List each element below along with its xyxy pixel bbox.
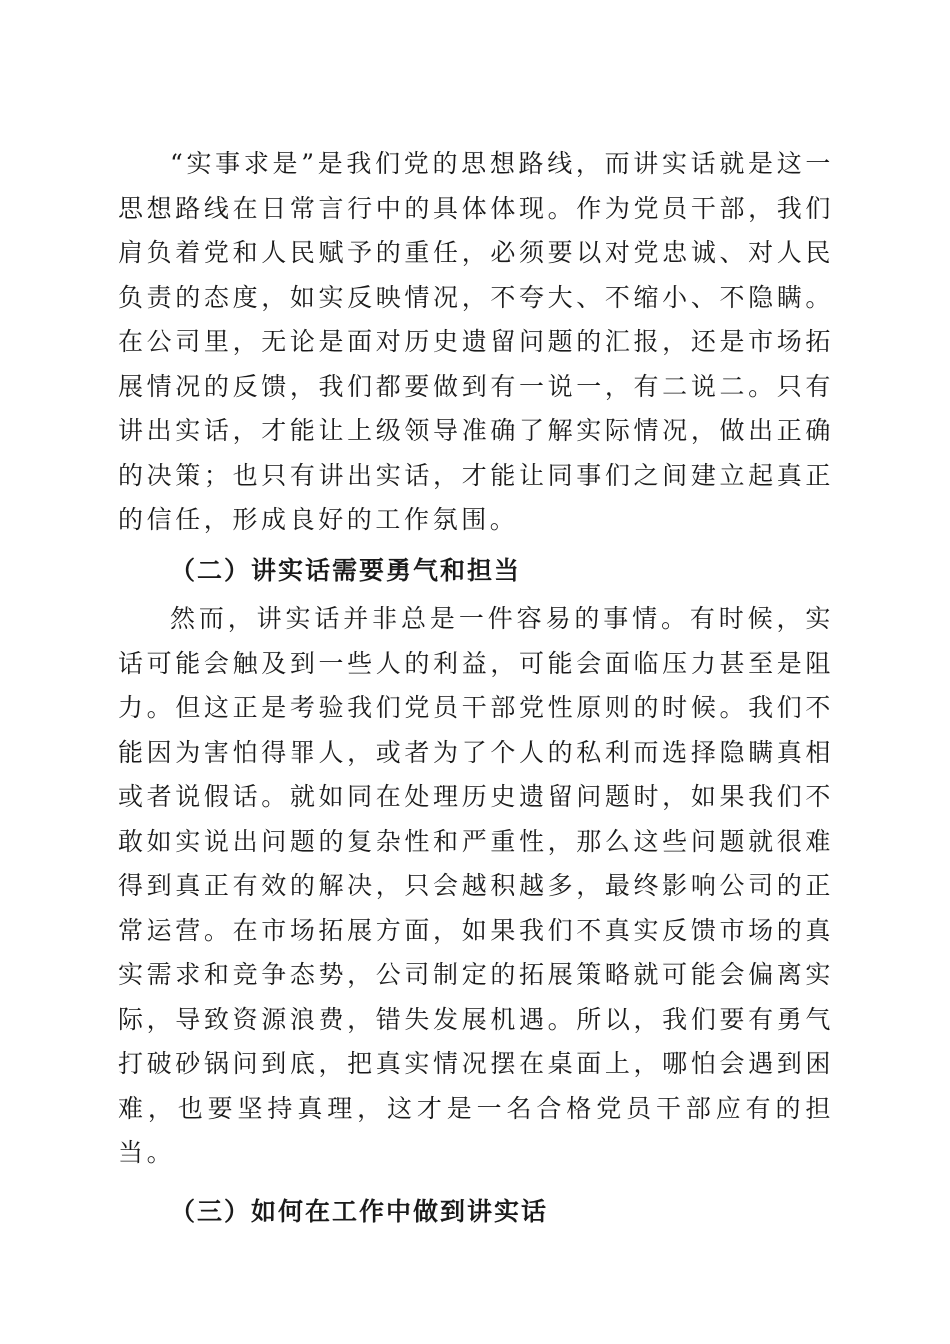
body-paragraph-2: 然而，讲实话并非总是一件容易的事情。有时候，实话可能会触及到一些人的利益，可能会面临压力甚至是阻力。但这正是考验我们党员干部党性原则的时候。我们不能因为害怕得罪人，或者为了个人的私利而选择隐瞒真相或者说假话。就如同在处理历史遗留问题时，如果我们不敢如实说出问题的复杂性和严重性，那么这些问题就很难得到真正有效的解决，只会越积越多，最终影响公司的正常运营。在市场拓展方面，如果我们不真实反馈市场的真实需求和竞争态势，公司制定的拓展策略就可能会偏离实际，导致资源浪费，错失发展机遇。所以，我们要有勇气打破砂锅问到底，把真实情况摆在桌面上，哪怕会遇到困难，也要坚持真理，这才是一名合格党员干部应有的担当。 (118, 604, 834, 1167)
section-heading-2: （二）讲实话需要勇气和担当 (170, 555, 522, 585)
document-body (118, 142, 834, 1234)
body-paragraph-1: “实事求是”是我们党的思想路线，而讲实话就是这一思想路线在日常言行中的具体体现。作为党员干部，我们肩负着党和人民赋予的重任，必须要以对党忠诚、对人民负责的态度，如实反映情况，不夸大、不缩小、不隐瞒。在公司里，无论是面对历史遗留问题的汇报，还是市场拓展情况的反馈，我们都要做到有一说一，有二说二。只有讲出实话，才能让上级领导准确了解实际情况，做出正确的决策；也只有讲出实话，才能让同事们之间建立起真正的信任，形成良好的工作氛围。 (118, 149, 834, 534)
section-heading-3: （三）如何在工作中做到讲实话 (170, 1196, 549, 1226)
